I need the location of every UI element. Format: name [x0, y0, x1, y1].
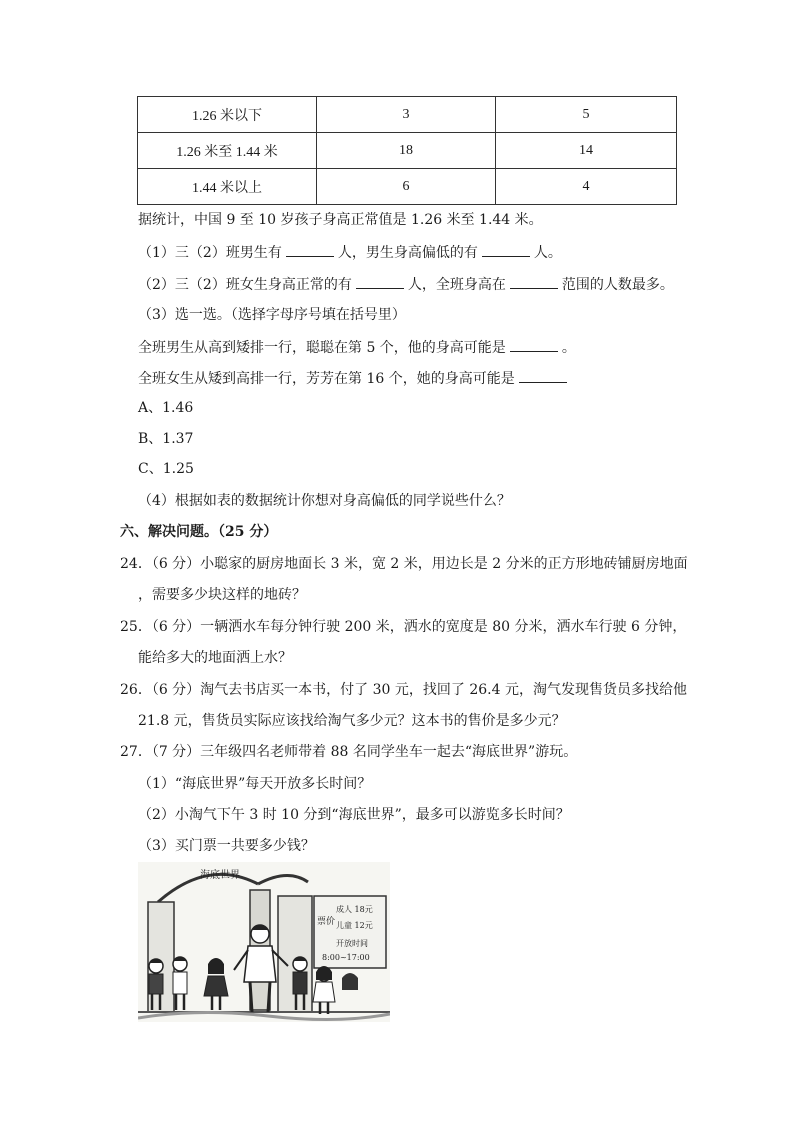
gate-sign: 海底世界: [200, 870, 240, 881]
q27-line1: 27．（7 分）三年级四名老师带着 88 名同学坐车一起去“海底世界”游玩。: [120, 744, 578, 760]
answer-blank[interactable]: [510, 337, 558, 352]
q23-boys-text: 全班男生从高到矮排一行，聪聪在第 5 个，他的身高可能是: [138, 340, 506, 356]
opening-hours: 8:00~17:00: [322, 953, 370, 962]
adult-price: 成人 18元: [336, 905, 373, 914]
q23-part4: （4）根据如表的数据统计你想对身高偏低的同学说些什么？: [138, 493, 511, 509]
table-cell: 1.26 米以下: [138, 97, 317, 133]
height-statistics-table: [137, 96, 677, 205]
q23-part2: [138, 274, 674, 295]
q24-line1: 24．（6 分）小聪家的厨房地面长 3 米，宽 2 米，用边长是 2 分米的正方形地砖铺厨房地面: [120, 556, 688, 572]
q27-sub2: （2）小淘气下午 3 时 10 分到“海底世界”，最多可以游览多长时间？: [138, 807, 570, 823]
table-cell: 4: [496, 169, 677, 205]
child-price: 儿童 12元: [336, 921, 373, 930]
q23-part1-text-b: 人，男生身高偏低的有: [337, 245, 478, 261]
q23-part1: [138, 242, 562, 263]
statistics-note: 据统计，中国 9 至 10 岁孩子身高正常值是 1.26 米至 1.44 米。: [138, 212, 543, 228]
q24-line2: ，需要多少块这样的地砖？: [138, 587, 306, 603]
q27-sub3: （3）买门票一共要多少钱？: [138, 838, 315, 854]
q23-part1-text-a: （1）三（2）班男生有: [138, 245, 282, 261]
q23-part2-text-b: 人，全班身高在: [407, 277, 506, 293]
answer-blank[interactable]: [286, 242, 334, 257]
q23-part2-text-c: 范围的人数最多。: [561, 277, 674, 293]
q27-sub1: （1）“海底世界”每天开放多长时间？: [138, 776, 372, 792]
price-label: 票价: [317, 917, 336, 927]
section-title: 六、解决问题。（25 分）: [120, 524, 278, 540]
table-row: [138, 169, 677, 205]
table-cell: 5: [496, 97, 677, 133]
table-cell: 1.26 米至 1.44 米: [138, 133, 317, 169]
answer-blank[interactable]: [519, 368, 567, 383]
table-cell: 14: [496, 133, 677, 169]
table-row: [138, 97, 677, 133]
answer-blank[interactable]: [510, 274, 558, 289]
q23-part3-boys: [138, 337, 576, 358]
q25-line2: 能给多大的地面洒上水？: [138, 650, 292, 666]
q23-boys-end: 。: [561, 340, 576, 356]
q23-part2-text-a: （2）三（2）班女生身高正常的有: [138, 277, 352, 293]
table-cell: 3: [317, 97, 496, 133]
table-row: [138, 133, 677, 169]
q26-line1: 26．（6 分）淘气去书店买一本书，付了 30 元，找回了 26.4 元，淘气发现售货员多找给他: [120, 682, 687, 698]
option-b: B、1.37: [138, 431, 194, 447]
q23-part3: （3）选一选。（选择字母序号填在括号里）: [138, 307, 406, 323]
option-a: A、1.46: [138, 400, 194, 416]
option-c: C、1.25: [138, 461, 194, 477]
answer-blank[interactable]: [482, 242, 530, 257]
table-cell: 6: [317, 169, 496, 205]
q25-line1: 25．（6 分）一辆洒水车每分钟行驶 200 米，洒水的宽度是 80 分米，洒水车行驶 6 分钟，: [120, 619, 687, 635]
q23-part1-text-c: 人。: [533, 245, 562, 261]
table-cell: 18: [317, 133, 496, 169]
q23-girls-text: 全班女生从矮到高排一行，芳芳在第 16 个，她的身高可能是: [138, 371, 515, 387]
q23-part3-girls: [138, 368, 571, 389]
answer-blank[interactable]: [356, 274, 404, 289]
q26-line2: 21.8 元，售货员实际应该找给淘气多少元？这本书的售价是多少元？: [138, 713, 566, 729]
ticket-window: [342, 973, 358, 990]
aquarium-entrance-illustration: [138, 862, 390, 1022]
table-cell: 1.44 米以上: [138, 169, 317, 205]
hours-title: 开放时间: [336, 939, 368, 948]
